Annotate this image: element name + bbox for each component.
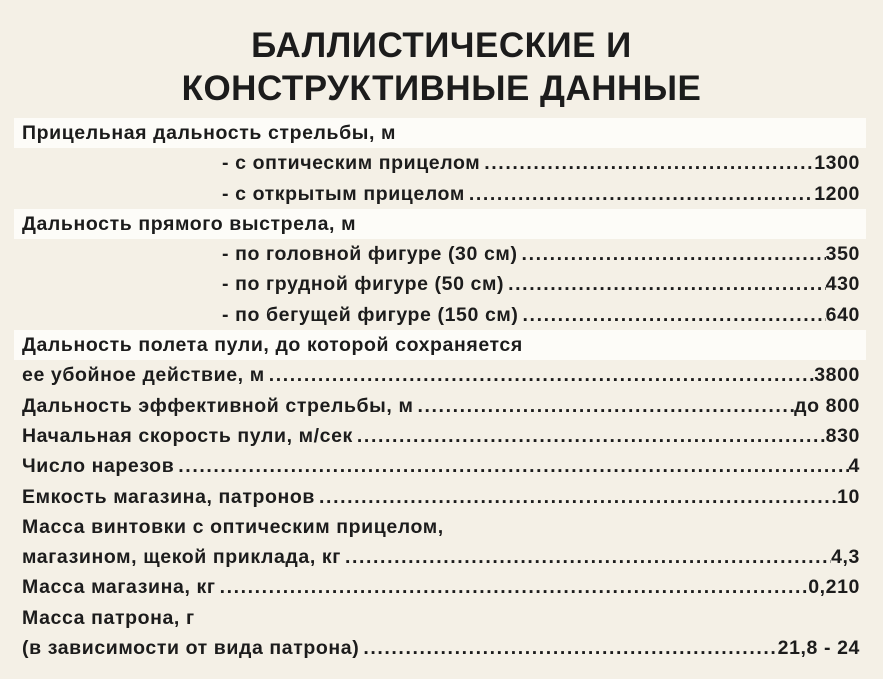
running-figure-value: 640 xyxy=(825,303,860,326)
rifle-mass-value: 4,3 xyxy=(831,546,860,569)
effective-range-label: Дальность эффективной стрельбы, м xyxy=(22,394,414,417)
aim-open-value: 1200 xyxy=(814,182,860,205)
leader-dots xyxy=(353,421,826,451)
rifle-mass-label: магазином, щекой приклада, кг xyxy=(22,546,341,569)
grooves-row xyxy=(14,451,866,481)
magazine-capacity-value: 10 xyxy=(837,485,860,508)
magazine-mass-row xyxy=(14,572,866,602)
cartridge-mass-row xyxy=(14,633,866,663)
aim-range-header-text: Прицельная дальность стрельбы, м xyxy=(22,122,397,144)
title-line-2: КОНСТРУКТИВНЫЕ ДАННЫЕ xyxy=(181,69,702,108)
leader-dots xyxy=(480,148,814,178)
leader-dots xyxy=(465,179,814,209)
running-figure-row xyxy=(14,300,866,330)
bullet-range-header xyxy=(14,330,866,360)
rifle-mass-row xyxy=(14,542,866,572)
velocity-value: 830 xyxy=(825,424,860,447)
velocity-label: Начальная скорость пули, м/сек xyxy=(22,424,353,447)
aim-optical-row xyxy=(14,148,866,178)
leader-dots xyxy=(519,300,826,330)
grooves-label: Число нарезов xyxy=(22,455,175,478)
leader-dots xyxy=(414,391,795,421)
spec-list xyxy=(14,118,866,663)
head-figure-label: - по головной фигуре (30 см) xyxy=(222,243,518,266)
direct-shot-header xyxy=(14,209,866,239)
chest-figure-label: - по грудной фигуре (50 см) xyxy=(222,273,505,296)
effective-range-value: до 800 xyxy=(794,394,860,417)
head-figure-value: 350 xyxy=(825,243,860,266)
running-figure-label: - по бегущей фигуре (150 см) xyxy=(222,303,519,326)
cartridge-mass-value: 21,8 - 24 xyxy=(777,637,860,660)
leader-dots xyxy=(315,482,837,512)
cartridge-mass-header xyxy=(14,603,866,633)
bullet-range-value: 3800 xyxy=(814,364,860,387)
effective-range-row xyxy=(14,391,866,421)
leader-dots xyxy=(518,239,826,269)
magazine-capacity-label: Емкость магазина, патронов xyxy=(22,485,316,508)
head-figure-row xyxy=(14,239,866,269)
aim-optical-label: - с оптическим прицелом xyxy=(222,152,481,175)
magazine-mass-value: 0,210 xyxy=(808,576,860,599)
title-line-1: БАЛЛИСТИЧЕСКИЕ И xyxy=(251,26,632,65)
leader-dots xyxy=(216,572,809,602)
chest-figure-value: 430 xyxy=(825,273,860,296)
aim-range-header xyxy=(14,118,866,148)
leader-dots xyxy=(359,633,777,663)
bullet-range-label: ее убойное действие, м xyxy=(22,364,265,387)
leader-dots xyxy=(341,542,831,572)
bullet-range-row xyxy=(14,360,866,390)
rifle-mass-header xyxy=(14,512,866,542)
direct-shot-header-text: Дальность прямого выстрела, м xyxy=(22,212,357,235)
velocity-row xyxy=(14,421,866,451)
page-title xyxy=(0,24,883,110)
leader-dots xyxy=(174,451,848,481)
cartridge-mass-line-1: Масса патрона, г xyxy=(22,606,195,629)
cartridge-mass-label: (в зависимости от вида патрона) xyxy=(22,637,360,660)
aim-optical-value: 1300 xyxy=(814,152,860,175)
grooves-value: 4 xyxy=(848,455,860,478)
magazine-mass-label: Масса магазина, кг xyxy=(22,576,216,599)
aim-open-label: - с открытым прицелом xyxy=(222,182,465,205)
leader-dots xyxy=(265,360,814,390)
magazine-capacity-row xyxy=(14,482,866,512)
rifle-mass-line-1: Масса винтовки с оптическим прицелом, xyxy=(22,515,444,538)
aim-open-row xyxy=(14,179,866,209)
bullet-range-line-1: Дальность полета пули, до которой сохраняется xyxy=(22,334,523,357)
leader-dots xyxy=(504,269,826,299)
chest-figure-row xyxy=(14,269,866,299)
